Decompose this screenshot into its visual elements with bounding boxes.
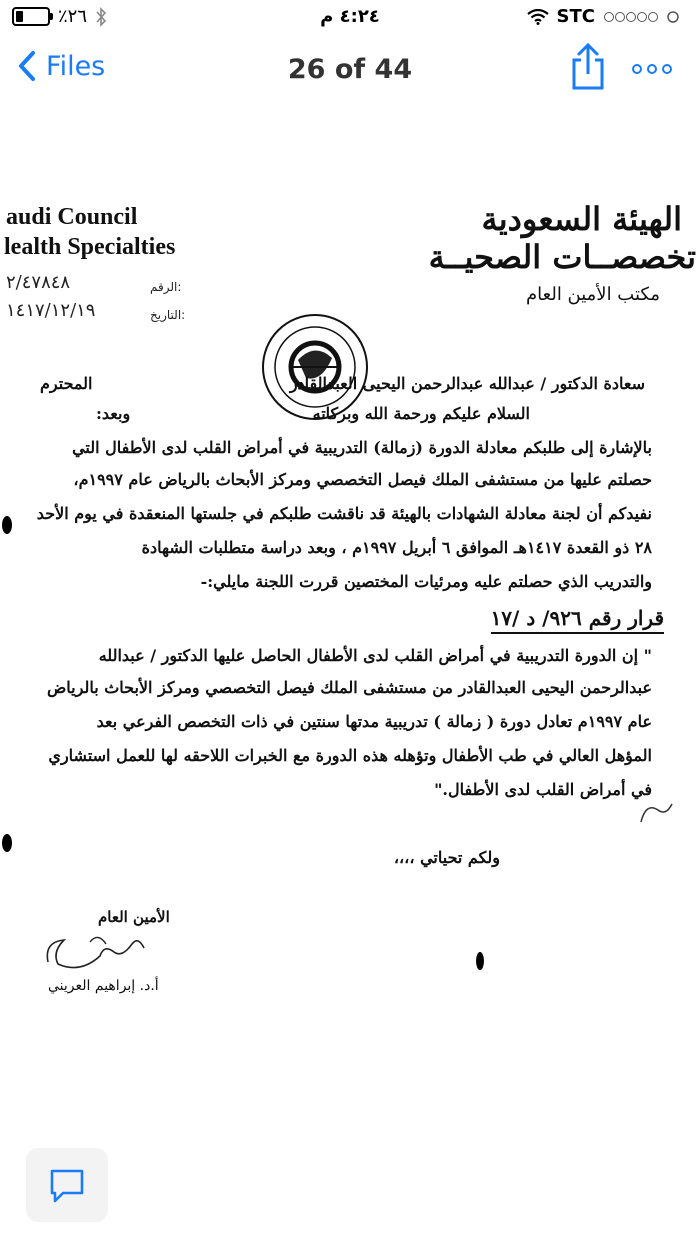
office-name-ar: مكتب الأمين العام: [526, 284, 660, 305]
org-name-en-line2: lealth Specialties: [4, 234, 176, 260]
battery-right-icon: [666, 10, 688, 24]
document-page[interactable]: [0, 112, 700, 1132]
decision-line: " إن الدورة التدريبية في أمراض القلب لدى الأطفال الحاصل عليها الدكتور / عبدالله: [98, 646, 652, 665]
date-value: ١٤١٧/١٢/١٩: [6, 300, 96, 321]
paragraph-line: حصلتم عليها من مستشفى الملك فيصل التخصصي ومركز الأبحاث بالرياض عام ١٩٩٧م،: [73, 470, 652, 489]
more-dot-icon: [647, 64, 657, 74]
decision-line: عبدالرحمن اليحيى العبدالقادر من مستشفى الملك فيصل التخصصي ومركز الأبحاث بالرياض: [46, 678, 652, 697]
status-time: ٤:٢٤ م: [320, 6, 380, 27]
signal-strength-icon: [603, 6, 658, 27]
scan-punch-hole: [2, 834, 12, 852]
page-title: 26 of 44: [287, 54, 413, 85]
share-button[interactable]: [568, 42, 608, 96]
and-after: وبعد:: [96, 404, 131, 423]
paragraph-line: ٢٨ ذو القعدة ١٤١٧هـ الموافق ٦ أبريل ١٩٩٧م ، وبعد دراسة متطلبات الشهادة: [141, 538, 652, 557]
carrier-name: STC: [556, 6, 595, 27]
battery-percent: ٪٢٦: [58, 6, 88, 27]
decision-line: المؤهل العالي في طب الأطفال وتؤهله هذه الدورة مع الخبرات اللاحقه لها للعمل استشاري: [48, 746, 652, 765]
decision-line: عام ١٩٩٧م تعادل دورة ( زمالة ) تدريبية مدتها سنتين في ذات التخصص الفرعي بعد: [96, 712, 652, 731]
paragraph-line: بالإشارة إلى طلبكم معادلة الدورة (زمالة) التدريبية في أمراض القلب لدى الأطفال التي: [72, 438, 652, 457]
org-name-ar-line2: تخصصــات الصحيــة: [428, 238, 696, 276]
more-dot-icon: [632, 64, 642, 74]
ref-number-label: الرقم:: [150, 280, 182, 294]
date-label: التاريخ:: [150, 308, 186, 322]
ref-number-value: ٢/٤٧٨٤٨: [6, 272, 71, 293]
scan-punch-hole: [2, 516, 12, 534]
more-options-button[interactable]: [632, 64, 672, 74]
org-name-ar-line1: الهيئة السعودية: [481, 200, 682, 238]
salutation: سعادة الدكتور / عبدالله عبدالرحمن اليحيى العبدالقادر: [289, 374, 645, 393]
more-dot-icon: [662, 64, 672, 74]
decision-heading: قرار رقم ٩٢٦/ د /١٧: [491, 606, 664, 634]
decision-line: في أمراض القلب لدى الأطفال.": [434, 780, 652, 799]
status-bar: [0, 0, 700, 36]
honorific: المحترم: [40, 374, 93, 393]
greeting: السلام عليكم ورحمة الله وبركاته: [312, 404, 530, 423]
signatory-name: أ.د. إبراهيم العريني: [48, 978, 159, 994]
navigation-bar: [0, 36, 700, 110]
org-name-en-line1: audi Council: [6, 204, 138, 230]
back-label: Files: [46, 50, 106, 82]
paragraph-line: والتدريب الذي حصلتم عليه ومرئيات المختصين قررت اللجنة مايلي:-: [200, 572, 652, 591]
signature-icon: [40, 922, 150, 982]
paragraph-line: نفيدكم أن لجنة معادلة الشهادات بالهيئة قد ناقشت طلبكم في جلستها المنعقدة في يوم الأحد: [36, 504, 652, 523]
initials-mark-icon: [636, 792, 676, 832]
status-right: [527, 6, 688, 27]
signatory-title: الأمين العام: [98, 908, 170, 926]
chat-bubble-icon: [47, 1166, 87, 1206]
comment-button[interactable]: [26, 1148, 108, 1222]
wifi-icon: [527, 9, 549, 25]
closing-line: ولكم تحياتي ،،،،: [393, 848, 500, 867]
scan-mark: [476, 952, 484, 970]
share-icon: [568, 42, 608, 92]
